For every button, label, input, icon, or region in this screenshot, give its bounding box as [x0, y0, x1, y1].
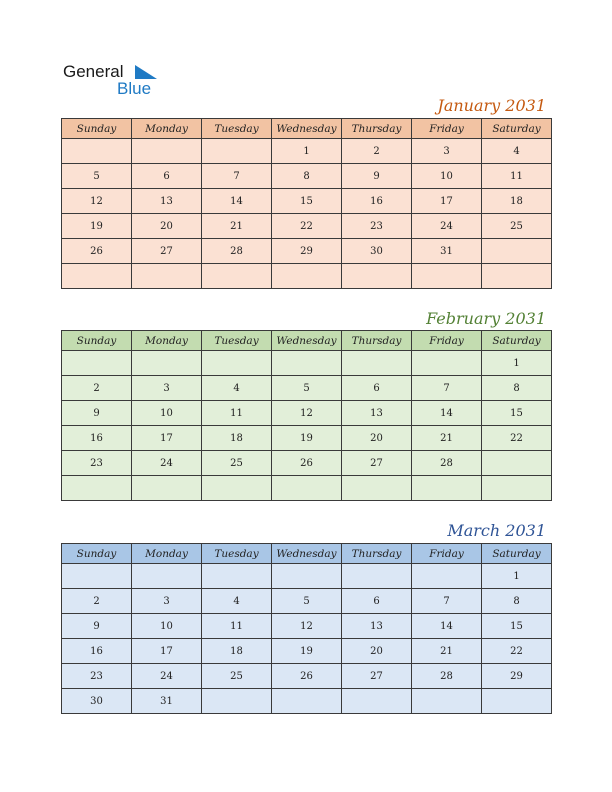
- week-row: [62, 564, 552, 589]
- day-cell: [202, 689, 272, 714]
- weekday-header: Friday: [412, 544, 482, 564]
- day-cell: 27: [132, 239, 202, 264]
- day-cell: 10: [132, 401, 202, 426]
- weekday-header: Saturday: [482, 544, 552, 564]
- day-cell: 26: [62, 239, 132, 264]
- day-cell: 21: [202, 214, 272, 239]
- day-cell: 15: [272, 189, 342, 214]
- day-cell: [412, 351, 482, 376]
- day-cell: [342, 351, 412, 376]
- weekday-header: Wednesday: [272, 119, 342, 139]
- weekday-header: Monday: [132, 119, 202, 139]
- day-cell: 24: [412, 214, 482, 239]
- week-row: [62, 614, 552, 639]
- day-cell: 15: [482, 401, 552, 426]
- weekday-header: Saturday: [482, 119, 552, 139]
- weekday-header: Thursday: [342, 119, 412, 139]
- day-cell: 7: [412, 376, 482, 401]
- logo-triangle-icon: [135, 65, 157, 79]
- day-cell: [62, 139, 132, 164]
- day-cell: 29: [272, 239, 342, 264]
- day-cell: 2: [342, 139, 412, 164]
- weekday-header: Sunday: [62, 331, 132, 351]
- weekday-header: Monday: [132, 544, 202, 564]
- weekday-header-row: [62, 331, 552, 351]
- weekday-header: Tuesday: [202, 544, 272, 564]
- week-row: [62, 239, 552, 264]
- day-cell: [482, 451, 552, 476]
- day-cell: 28: [202, 239, 272, 264]
- day-cell: 24: [132, 451, 202, 476]
- day-cell: 30: [342, 239, 412, 264]
- day-cell: [202, 264, 272, 289]
- day-cell: 16: [342, 189, 412, 214]
- weekday-header-row: [62, 544, 552, 564]
- day-cell: 6: [132, 164, 202, 189]
- day-cell: 20: [132, 214, 202, 239]
- day-cell: 29: [482, 664, 552, 689]
- weekday-header: Thursday: [342, 331, 412, 351]
- day-cell: 18: [202, 426, 272, 451]
- calendar-table-jan: [61, 118, 552, 289]
- week-row: [62, 401, 552, 426]
- day-cell: 31: [412, 239, 482, 264]
- day-cell: 21: [412, 639, 482, 664]
- day-cell: 2: [62, 589, 132, 614]
- weekday-header: Sunday: [62, 544, 132, 564]
- day-cell: [62, 264, 132, 289]
- day-cell: 17: [132, 639, 202, 664]
- day-cell: [342, 689, 412, 714]
- weekday-header: Monday: [132, 331, 202, 351]
- day-cell: [202, 476, 272, 501]
- day-cell: 16: [62, 639, 132, 664]
- week-row: [62, 264, 552, 289]
- day-cell: 13: [342, 401, 412, 426]
- day-cell: 20: [342, 639, 412, 664]
- day-cell: 22: [482, 639, 552, 664]
- day-cell: [482, 264, 552, 289]
- day-cell: [202, 351, 272, 376]
- day-cell: 5: [62, 164, 132, 189]
- day-cell: 25: [202, 451, 272, 476]
- day-cell: [132, 564, 202, 589]
- day-cell: 28: [412, 451, 482, 476]
- day-cell: 6: [342, 376, 412, 401]
- day-cell: 2: [62, 376, 132, 401]
- day-cell: 25: [482, 214, 552, 239]
- day-cell: 14: [202, 189, 272, 214]
- day-cell: 23: [62, 451, 132, 476]
- day-cell: 1: [272, 139, 342, 164]
- day-cell: 24: [132, 664, 202, 689]
- week-row: [62, 139, 552, 164]
- weekday-header: Tuesday: [202, 119, 272, 139]
- day-cell: 14: [412, 614, 482, 639]
- weekday-header: Friday: [412, 119, 482, 139]
- day-cell: 23: [62, 664, 132, 689]
- day-cell: [412, 689, 482, 714]
- day-cell: 9: [62, 614, 132, 639]
- day-cell: 3: [132, 589, 202, 614]
- day-cell: [412, 264, 482, 289]
- day-cell: 8: [482, 589, 552, 614]
- day-cell: [132, 264, 202, 289]
- day-cell: [272, 689, 342, 714]
- weekday-header: Saturday: [482, 331, 552, 351]
- day-cell: 12: [272, 401, 342, 426]
- day-cell: 3: [132, 376, 202, 401]
- day-cell: 27: [342, 451, 412, 476]
- week-row: [62, 451, 552, 476]
- day-cell: 4: [202, 589, 272, 614]
- day-cell: 9: [62, 401, 132, 426]
- day-cell: 11: [202, 401, 272, 426]
- day-cell: 11: [202, 614, 272, 639]
- day-cell: 3: [412, 139, 482, 164]
- week-row: [62, 476, 552, 501]
- day-cell: 18: [202, 639, 272, 664]
- calendar-table-feb: [61, 330, 552, 501]
- week-row: [62, 639, 552, 664]
- day-cell: 1: [482, 351, 552, 376]
- day-cell: 22: [272, 214, 342, 239]
- day-cell: [132, 139, 202, 164]
- week-row: [62, 189, 552, 214]
- week-row: [62, 689, 552, 714]
- day-cell: 10: [412, 164, 482, 189]
- day-cell: [202, 564, 272, 589]
- week-row: [62, 351, 552, 376]
- day-cell: 6: [342, 589, 412, 614]
- day-cell: [202, 139, 272, 164]
- day-cell: [482, 476, 552, 501]
- day-cell: [342, 564, 412, 589]
- month-title-jan: January 2031: [437, 96, 546, 115]
- day-cell: 5: [272, 589, 342, 614]
- day-cell: 28: [412, 664, 482, 689]
- day-cell: 1: [482, 564, 552, 589]
- day-cell: [62, 564, 132, 589]
- weekday-header: Thursday: [342, 544, 412, 564]
- day-cell: 8: [272, 164, 342, 189]
- day-cell: 25: [202, 664, 272, 689]
- day-cell: 27: [342, 664, 412, 689]
- weekday-header: Sunday: [62, 119, 132, 139]
- day-cell: 19: [272, 426, 342, 451]
- day-cell: 22: [482, 426, 552, 451]
- day-cell: 5: [272, 376, 342, 401]
- weekday-header-row: [62, 119, 552, 139]
- day-cell: 20: [342, 426, 412, 451]
- day-cell: 19: [62, 214, 132, 239]
- month-title-feb: February 2031: [426, 309, 546, 328]
- day-cell: 30: [62, 689, 132, 714]
- day-cell: [62, 351, 132, 376]
- day-cell: 7: [202, 164, 272, 189]
- day-cell: [412, 564, 482, 589]
- logo-word-general: General: [63, 62, 124, 81]
- day-cell: 26: [272, 451, 342, 476]
- day-cell: 7: [412, 589, 482, 614]
- week-row: [62, 664, 552, 689]
- day-cell: [342, 264, 412, 289]
- day-cell: 12: [62, 189, 132, 214]
- day-cell: 10: [132, 614, 202, 639]
- weekday-header: Wednesday: [272, 331, 342, 351]
- week-row: [62, 214, 552, 239]
- day-cell: [132, 351, 202, 376]
- day-cell: [482, 239, 552, 264]
- day-cell: 23: [342, 214, 412, 239]
- day-cell: [132, 476, 202, 501]
- week-row: [62, 376, 552, 401]
- day-cell: [272, 476, 342, 501]
- day-cell: 21: [412, 426, 482, 451]
- day-cell: 13: [132, 189, 202, 214]
- month-title-mar: March 2031: [447, 521, 546, 540]
- day-cell: 31: [132, 689, 202, 714]
- day-cell: 16: [62, 426, 132, 451]
- day-cell: [272, 264, 342, 289]
- day-cell: 17: [412, 189, 482, 214]
- weekday-header: Wednesday: [272, 544, 342, 564]
- calendar-table-mar: [61, 543, 552, 714]
- day-cell: [272, 351, 342, 376]
- weekday-header: Tuesday: [202, 331, 272, 351]
- day-cell: [482, 689, 552, 714]
- day-cell: 12: [272, 614, 342, 639]
- day-cell: 17: [132, 426, 202, 451]
- day-cell: [412, 476, 482, 501]
- day-cell: 4: [482, 139, 552, 164]
- day-cell: 15: [482, 614, 552, 639]
- day-cell: 18: [482, 189, 552, 214]
- day-cell: 4: [202, 376, 272, 401]
- day-cell: 14: [412, 401, 482, 426]
- week-row: [62, 426, 552, 451]
- week-row: [62, 589, 552, 614]
- day-cell: 8: [482, 376, 552, 401]
- day-cell: 13: [342, 614, 412, 639]
- day-cell: 26: [272, 664, 342, 689]
- day-cell: [62, 476, 132, 501]
- logo: [63, 62, 163, 102]
- day-cell: 19: [272, 639, 342, 664]
- week-row: [62, 164, 552, 189]
- weekday-header: Friday: [412, 331, 482, 351]
- day-cell: [272, 564, 342, 589]
- day-cell: 11: [482, 164, 552, 189]
- day-cell: 9: [342, 164, 412, 189]
- day-cell: [342, 476, 412, 501]
- logo-word-blue: Blue: [117, 79, 152, 98]
